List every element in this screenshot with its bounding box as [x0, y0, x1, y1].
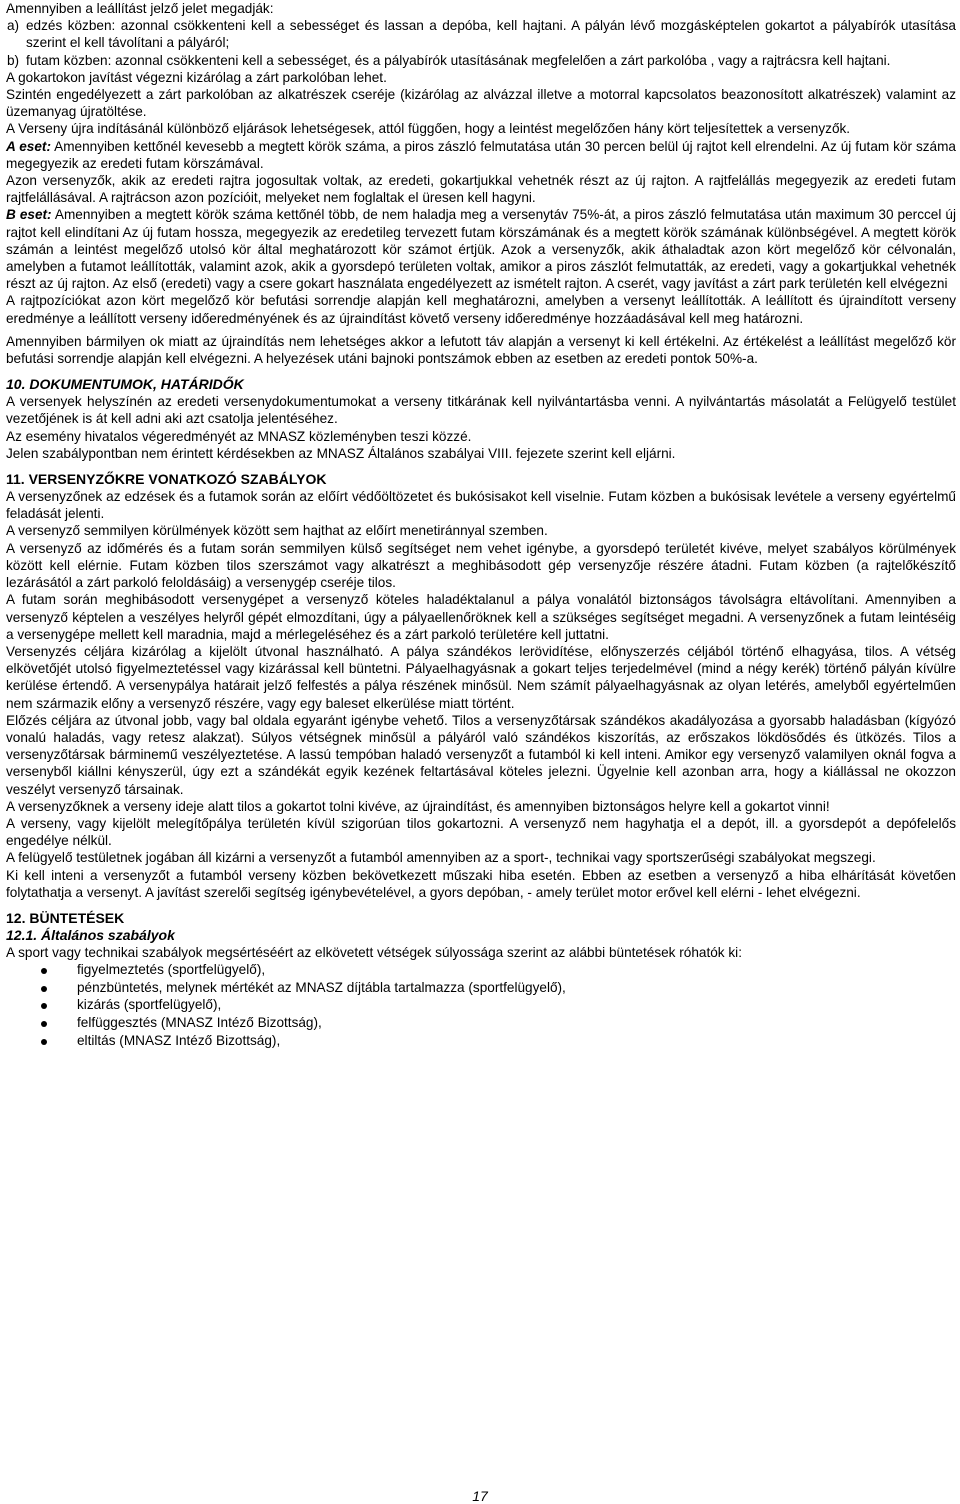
paragraph: A versenyzőnek az edzések és a futamok során az előírt védőöltözetet és bukósisakot kell viselnie. Futam közben a bukósisak levétele a verseny egyértelmű feladását jelenti.	[6, 489, 956, 522]
penalty-item	[6, 1032, 956, 1050]
penalty-item-text: kizárás (sportfelügyelő),	[77, 997, 222, 1013]
case-b-label: B eset:	[6, 207, 52, 223]
paragraph: A felügyelő testületnek jogában áll kizárni a versenyzőt a futamból amennyiben az a sport-, technikai vagy sportszerűségi szabályokat megszegi.	[6, 850, 876, 866]
page-number: 17	[472, 1488, 488, 1504]
paragraph: A versenyek helyszínén az eredeti versenydokumentumokat a verseny titkárának kell nyilvántartásba venni. A nyilvántartás másolatát a Felügyelő testület vezetőjének is át kell adni aki azt csatolja jelentéséhez.	[6, 394, 956, 427]
paragraph: Versenyzés céljára kizárólag a kijelölt útvonal használható. A pálya szándékos lerövidítése, előnyszerzés céljából történő elhagyása, tilos. A vétség elkövetőjét utolsó figyelmeztetéssel vagy kizárással kell büntetni. Pályaelhagyásnak a gokart teljes terjedelmével (mind a négy kerék) történő pályán kívülre kerülése értendő. A versenypálya határait jelző felfestés a pálya részének minősül. Nem számít pályaelhagyásnak az olyan letérés, amelyből egyértelműen nem származik előny a versenyző részére, vagy egy baleset elkerülése miatt történt.	[6, 643, 956, 711]
list-item	[6, 52, 956, 69]
paragraph: A versenyző semmilyen körülmények között sem hajthat az előírt menetiránnyal szemben.	[6, 523, 548, 539]
list-item-text: edzés közben: azonnal csökkenteni kell a sebességet és lassan a depóba, kell hajtani. A pályán lévő mozgásképtelen gokartot a pályabírók utasítása szerint el kell távolítani a pályáról;	[26, 18, 956, 51]
list-marker: b)	[7, 52, 20, 68]
document-page	[6, 0, 956, 1049]
penalty-item	[6, 961, 956, 979]
case-b-paragraph	[6, 206, 956, 292]
paragraph: A versenyző az időmérés és a futam során semmilyen külső segítséget nem vehet igénybe, a gyorsdepó területét kivéve, melyet szabályos körülmények között kell elérnie. Futam közben tilos szerszámot vagy alkatrészt a meghibásodott gép versenyzője részére átadni. Futam közben (a rajtelőkészítő lezárásától a zárt parkoló feloldásáig) a versenygép cseréje tilos.	[6, 540, 956, 591]
paragraph: Jelen szabálypontban nem érintett kérdésekben az MNASZ Általános szabályai VIII. fejezete szerint kell eljárni.	[6, 445, 676, 461]
paragraph: Előzés céljára az útvonal jobb, vagy bal oldala egyaránt igénybe vehető. Tilos a versenyzőtársak szándékos akadályozása a gyorsabb haladásban (kígyózó vonalú haladás, vagy retesz alakzat). Súlyos vétségnek minősül a pályáról való szándékos kiszorítás, az erőszakos lökdösődés és ütközés. Tilos a versenyzőtársak bárminemű veszélyeztetése. A lassú tempóban haladó versenyzőt a futamból ki kell inteni. Amikor egy versenyző valamilyen oknál fogva a versenyből kiállni kényszerül, úgy ezt a szándékát egyik kezének feltartásával köteles jelezni. Ügyelnie kell azonban arra, hogy a kiállással ne okozzon veszélyt versenyző társainak.	[6, 712, 956, 797]
stop-signal-list	[6, 17, 956, 69]
intro-line: Amennyiben a leállítást jelző jelet megadják:	[6, 1, 274, 16]
penalty-item-text: pénzbüntetés, melynek mértékét az MNASZ díjtábla tartalmazza (sportfelügyelő),	[77, 979, 566, 995]
list-item-text: futam közben: azonnal csökkenteni kell a sebességet, és a pályabírók utasításának megfelelően a zárt parkolóba , vagy a rajtrácsra kell hajtani.	[26, 52, 891, 68]
list-marker: a)	[7, 18, 20, 34]
bullet-icon	[41, 968, 47, 974]
paragraph: A gokartokon javítást végezni kizárólag a zárt parkolóban lehet.	[6, 69, 387, 85]
section-12-1-heading	[6, 927, 956, 944]
penalty-item	[6, 1014, 956, 1032]
paragraph: A sport vagy technikai szabályok megsértéséért az elkövetett vétségek súlyossága szerint az alábbi büntetések róhatók ki:	[6, 944, 742, 960]
bullet-icon	[41, 1003, 47, 1009]
paragraph: Szintén engedélyezett a zárt parkolóban az alkatrészek cseréje (kizárólag az alvázzal illetve a motorral kapcsolatos beazonosított alkatrészek) valamint az üzemanyag újratöltése.	[6, 87, 956, 120]
paragraph: A rajtpozíciókat azon kört megelőző kör befutási sorrendje alapján kell meghatározni, amelyben a versenyt leállították. A leállított és újraindított verseny eredménye a leállított verseny időeredményének és az újraindítást követő verseny időeredménye hozzáadásával kell meg határozni.	[6, 293, 956, 326]
penalty-item	[6, 979, 956, 997]
section-12-1-heading-text: 12.1. Általános szabályok	[6, 926, 175, 943]
bullet-icon	[41, 1021, 47, 1027]
case-b-text: Amennyiben a megtett körök száma kettőnél több, de nem haladja meg a versenytáv 75%-át, a piros zászló felmutatása után maximum 30 perccel új rajtot kell elindítani Az új futam hossza, megegyezik az eredetileg tervezett futam körszámának és a megtett körök számának különbségével. A megtett körök számán a leintést megelőző utolsó kör által meghatározott kör számot értjük. Azok a versenyzők, akik áthaladtak azon kört megelőző kör célvonalán, amelyben a futamot leállították, valamint azok, akik a gyorsdepó területen voltak, amikor a piros zászlót felmutatták, az eredeti, vagy a gokartjukkal vehetnék részt az új rajton. Az első (eredeti) vagy a csere gokart használata engedélyezett az ismételt rajton. A cserét, vagy javítást a zárt park területén kell elvégezni	[6, 207, 956, 292]
paragraph: Az esemény hivatalos végeredményét az MNASZ közleményben teszi közzé.	[6, 428, 472, 444]
paragraph: A versenyzőknek a verseny ideje alatt tilos a gokartot tolni kivéve, az újraindítást, és amennyiben biztonságos helyre kell a gokartot vinni!	[6, 798, 830, 814]
penalty-item-text: figyelmeztetés (sportfelügyelő),	[77, 962, 266, 978]
paragraph: Azon versenyzők, akik az eredeti rajtra jogosultak voltak, az eredeti, gokartjukkal vehetnék részt az új rajton. A rajtfelállás megegyezik az eredeti futam rajtfelállásával. A rajtrácson azon pozícióit, melyeket nem foglaltak el üresen kell hagyni.	[6, 173, 956, 206]
paragraph: A futam során meghibásodott versenygépet a versenyző köteles haladéktalanul a pálya vonalától biztonságos távolságra eltávolítani. Amennyiben a versenyző képtelen a veszélyes helyről gépét elmozdítani, úgy a pályaellenőröknek kell a szükséges segítséget megadni. A versenyzőnek a futam leintéséig a versenygépe mellett kell maradnia, majd a mérlegeléséhez és a zárt parkoló területére kell juttatni.	[6, 592, 956, 642]
section-12-heading: 12. BÜNTETÉSEK	[6, 909, 125, 926]
penalty-item-text: felfüggesztés (MNASZ Intéző Bizottság),	[77, 1014, 322, 1030]
bullet-icon	[41, 986, 47, 992]
paragraph: A verseny, vagy kijelölt melegítőpálya területén kívül szigorúan tilos gokartozni. A versenyző nem hagyhatja el a depót, ill. a gyorsdepót a depófelelős engedélye nélkül.	[6, 815, 956, 849]
section-10-heading-text: 10. DOKUMENTUMOK, HATÁRIDŐK	[6, 376, 244, 393]
case-a-text: Amennyiben kettőnél kevesebb a megtett körök száma, a piros zászló felmutatása után 30 percen belül új rajtot kell elrendelni. Az új futam kör száma megegyezik az eredeti futam körszámával.	[6, 138, 956, 171]
case-a-paragraph	[6, 138, 956, 172]
paragraph: A Verseny újra indításánál különböző eljárások lehetségesek, attól függően, hogy a leintést megelőzően hány kört teljesítettek a versenyzők.	[6, 121, 851, 137]
penalty-item	[6, 996, 956, 1014]
section-11-heading: 11. VERSENYZŐKRE VONATKOZÓ SZABÁLYOK	[6, 471, 327, 488]
penalty-list	[6, 961, 956, 1049]
paragraph: Amennyiben bármilyen ok miatt az újraindítás nem lehetséges akkor a lefutott táv alapján a versenyt ki kell értékelni. Az értékelést a leállítást megelőző kör befutási sorrendje alapján kell elvégezni. A helyezések utáni bajnoki pontszámok ebben az esetben az eredeti pontok 50%-a.	[6, 333, 956, 367]
list-item	[6, 17, 956, 51]
section-10-heading	[6, 376, 956, 393]
paragraph: Ki kell inteni a versenyzőt a futamból verseny közben bekövetkezett műszaki hiba esetén. Ebben az esetben a versenyző a hiba elhárítását követően folytathatja a versenyt. A javítást szerelői segítség igénybevételével, a gyors depóban, - amely terület motor erővel kell elérni - lehet elvégezni.	[6, 867, 956, 900]
bullet-icon	[41, 1039, 47, 1045]
case-a-label: A eset:	[6, 138, 51, 154]
penalty-item-text: eltiltás (MNASZ Intéző Bizottság),	[77, 1032, 281, 1048]
